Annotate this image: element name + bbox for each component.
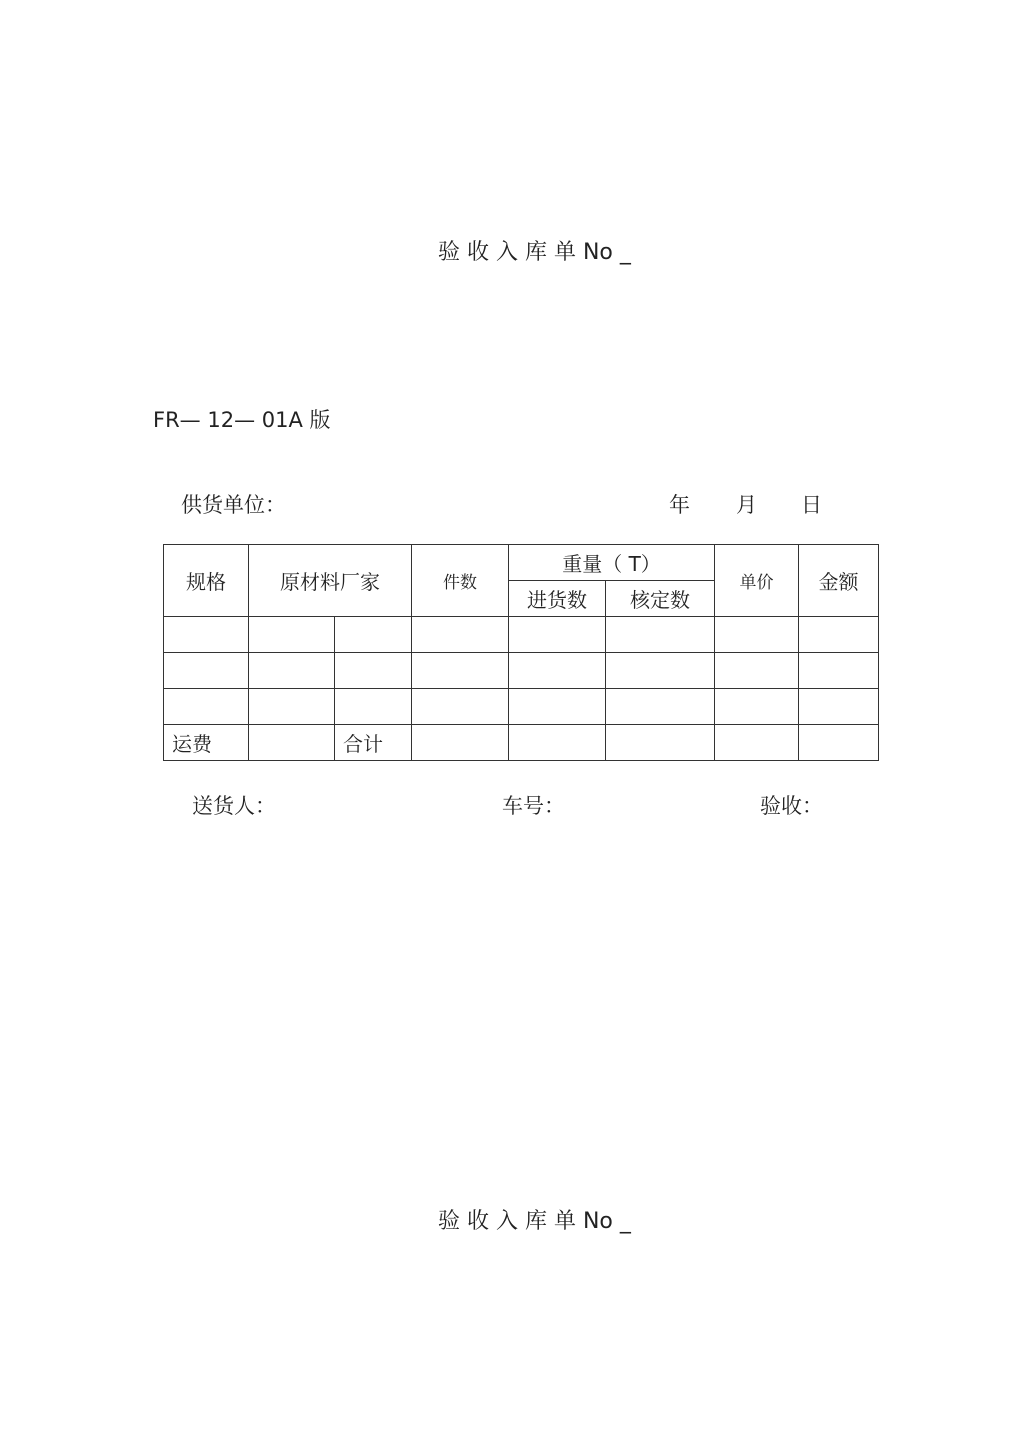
table-row xyxy=(164,689,879,725)
table-cell[interactable] xyxy=(164,653,249,689)
form-title: 验 收 入 库 单 No _ xyxy=(438,240,631,265)
header-weight: 重量（ T） xyxy=(509,545,715,581)
deliverer-label: 送货人： xyxy=(192,794,276,818)
table-cell[interactable] xyxy=(335,689,412,725)
freight-value-cell[interactable] xyxy=(249,725,335,761)
vehicle-no-label: 车号： xyxy=(502,794,565,818)
date-month-label: 月 xyxy=(736,493,757,517)
table-cell[interactable] xyxy=(606,725,715,761)
receipt-table xyxy=(163,544,879,761)
table-cell[interactable] xyxy=(412,689,509,725)
header-manufacturer: 原材料厂家 xyxy=(249,545,412,617)
table-cell[interactable] xyxy=(715,689,799,725)
header-pieces: 件数 xyxy=(412,545,509,617)
table-cell[interactable] xyxy=(606,653,715,689)
table-cell[interactable] xyxy=(799,653,879,689)
header-amount: 金额 xyxy=(799,545,879,617)
table-cell[interactable] xyxy=(164,689,249,725)
table-cell[interactable] xyxy=(799,725,879,761)
table-cell[interactable] xyxy=(606,689,715,725)
table-cell[interactable] xyxy=(412,725,509,761)
table-row xyxy=(164,653,879,689)
table-cell[interactable] xyxy=(249,689,335,725)
form-code: FR— 12— 01A 版 xyxy=(153,408,331,432)
total-label: 合计 xyxy=(335,725,412,761)
table-cell[interactable] xyxy=(799,689,879,725)
table-cell[interactable] xyxy=(249,617,335,653)
header-weight-in: 进货数 xyxy=(509,581,606,617)
table-cell[interactable] xyxy=(799,617,879,653)
table-cell[interactable] xyxy=(606,617,715,653)
table-cell[interactable] xyxy=(164,617,249,653)
table-cell[interactable] xyxy=(509,653,606,689)
table-cell[interactable] xyxy=(715,653,799,689)
table-row xyxy=(164,617,879,653)
table-cell[interactable] xyxy=(412,653,509,689)
header-spec: 规格 xyxy=(164,545,249,617)
table-cell[interactable] xyxy=(715,617,799,653)
table-cell[interactable] xyxy=(509,689,606,725)
table-cell[interactable] xyxy=(715,725,799,761)
inspector-label: 验收： xyxy=(760,794,823,818)
table-row-freight xyxy=(164,725,879,761)
table-cell[interactable] xyxy=(335,653,412,689)
date-year-label: 年 xyxy=(669,493,690,517)
table-cell[interactable] xyxy=(509,617,606,653)
table-cell[interactable] xyxy=(249,653,335,689)
table-cell[interactable] xyxy=(335,617,412,653)
form-title-bottom: 验 收 入 库 单 No _ xyxy=(438,1209,631,1234)
supplier-label: 供货单位： xyxy=(181,493,286,517)
date-day-label: 日 xyxy=(801,493,822,517)
freight-label: 运费 xyxy=(164,725,249,761)
table-cell[interactable] xyxy=(509,725,606,761)
table-cell[interactable] xyxy=(412,617,509,653)
header-weight-checked: 核定数 xyxy=(606,581,715,617)
header-unit-price: 单价 xyxy=(715,545,799,617)
